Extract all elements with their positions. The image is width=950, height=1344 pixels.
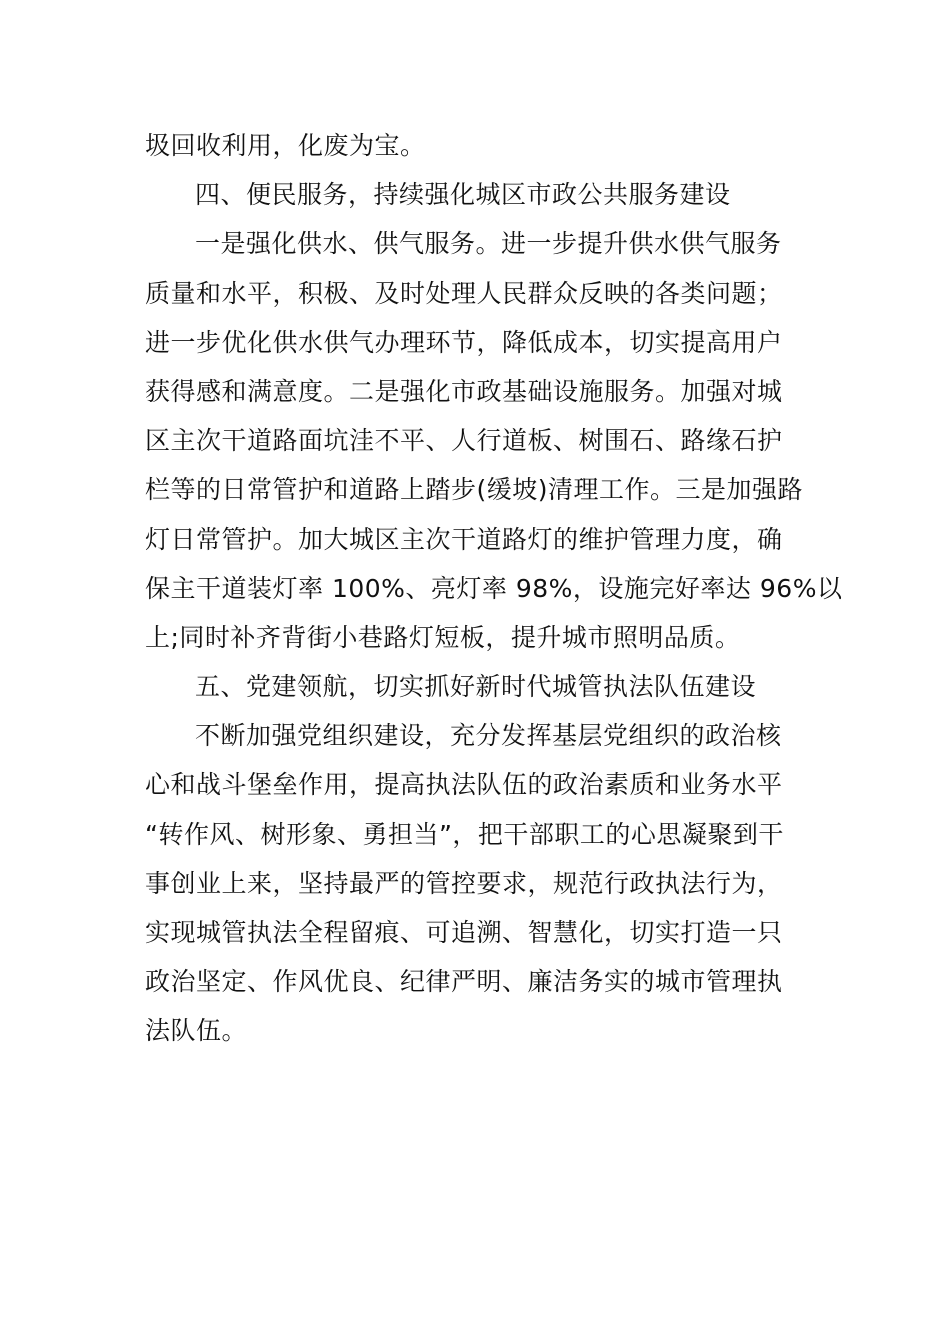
paragraph-line: 事创业上来，坚持最严的管控要求，规范行政执法行为， bbox=[145, 868, 783, 898]
paragraph-line: 法队伍。 bbox=[145, 1016, 248, 1046]
paragraph-line: 获得感和满意度。二是强化市政基础设施服务。加强对城 bbox=[145, 376, 783, 406]
paragraph-line: 进一步优化供水供气办理环节，降低成本，切实提高用户 bbox=[145, 327, 783, 357]
paragraph-line: 保主干道装灯率 100%、亮灯率 98%，设施完好率达 96%以 bbox=[145, 573, 843, 603]
paragraph-continuation-line: 圾回收利用，化废为宝。 bbox=[145, 131, 426, 160]
paragraph-line: 实现城管执法全程留痕、可追溯、智慧化，切实打造一只 bbox=[145, 918, 783, 947]
section-heading-five: 五、党建领航，切实抓好新时代城管执法队伍建设 bbox=[195, 672, 757, 702]
document-body bbox=[145, 121, 843, 1056]
paragraph-line: 政治坚定、作风优良、纪律严明、廉洁务实的城市管理执 bbox=[145, 967, 783, 997]
paragraph-line: 心和战斗堡垒作用，提高执法队伍的政治素质和业务水平 bbox=[145, 770, 783, 800]
paragraph-line: 栏等的日常管护和道路上踏步(缓坡)清理工作。三是加强路 bbox=[145, 475, 804, 505]
section-heading-four: 四、便民服务，持续强化城区市政公共服务建设 bbox=[195, 180, 731, 210]
paragraph-line: 区主次干道路面坑洼不平、人行道板、树围石、路缘石护 bbox=[145, 426, 783, 456]
paragraph-line: 不断加强党组织建设，充分发挥基层党组织的政治核 bbox=[195, 721, 782, 751]
paragraph-line: 灯日常管护。加大城区主次干道路灯的维护管理力度，确 bbox=[145, 524, 783, 554]
paragraph-line: 质量和水平，积极、及时处理人民群众反映的各类问题； bbox=[145, 278, 783, 308]
paragraph-line: “转作风、树形象、勇担当”，把干部职工的心思凝聚到干 bbox=[145, 819, 784, 849]
paragraph-line: 上;同时补齐背街小巷路灯短板，提升城市照明品质。 bbox=[145, 622, 741, 652]
paragraph-line: 一是强化供水、供气服务。进一步提升供水供气服务 bbox=[195, 229, 782, 259]
